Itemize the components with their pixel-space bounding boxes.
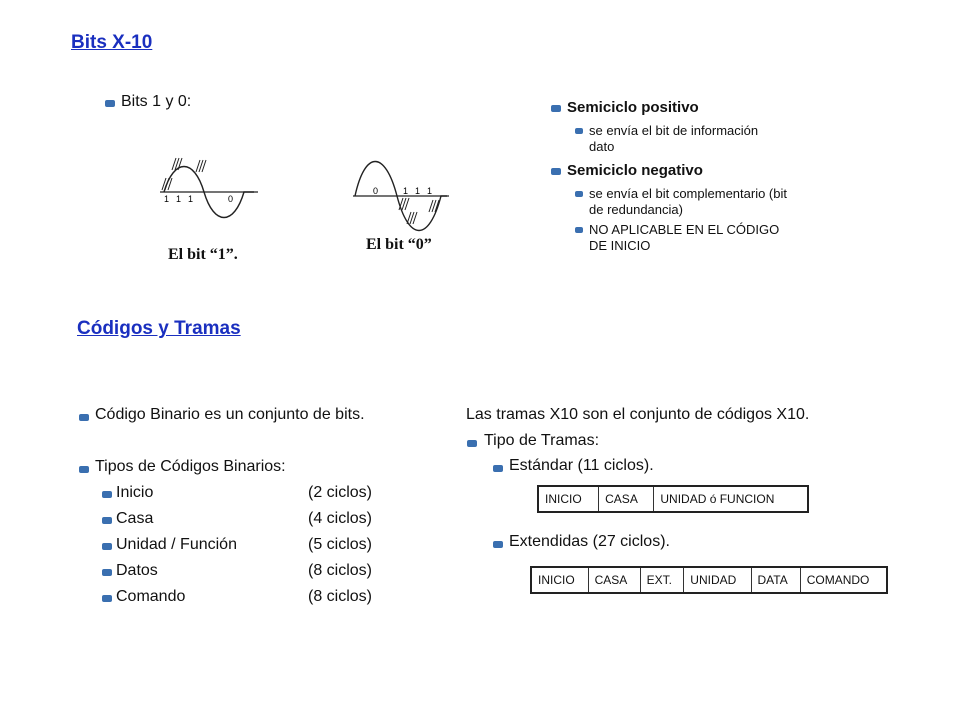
sub-bullet-icon (575, 128, 583, 134)
pulse-hatch (162, 158, 206, 190)
frame-cell: INICIO (538, 486, 599, 512)
negative-item-line: NO APLICABLE EN EL CÓDIGO (589, 222, 780, 237)
frame-cell: UNIDAD ó FUNCION (654, 486, 808, 512)
frame-cell: UNIDAD (684, 567, 751, 593)
code-type-cycles: (8 ciclos) (308, 562, 373, 579)
bullet-icon (551, 105, 561, 112)
wave-label: 0 (228, 194, 234, 204)
wave-label: 0 (373, 186, 379, 196)
code-type-name: Unidad / Función (116, 536, 237, 553)
binary-code-definition: Código Binario es un conjunto de bits. (95, 406, 365, 423)
frame-cell: INICIO (531, 567, 588, 593)
semiciclo-positivo-title: Semiciclo positivo (567, 99, 699, 116)
standard-frame-table (537, 485, 809, 513)
bullet-icon (79, 414, 89, 421)
bullet-icon (551, 168, 561, 175)
sub-bullet-icon (102, 595, 112, 602)
wave-label: 1 (403, 186, 409, 196)
code-type-cycles: (8 ciclos) (308, 588, 373, 605)
sub-bullet-icon (493, 541, 503, 548)
code-type-name: Comando (116, 588, 186, 605)
semiciclo-negativo-title: Semiciclo negativo (567, 162, 703, 179)
frame-cell: DATA (751, 567, 800, 593)
extended-frame-table (530, 566, 888, 594)
negative-item-line: DE INICIO (589, 238, 651, 253)
sub-bullet-icon (493, 465, 503, 472)
code-type-name: Datos (116, 562, 158, 579)
bit-one-wave-diagram (150, 150, 270, 220)
negative-item-line: se envía el bit complementario (bit (589, 186, 787, 201)
wave-label: 1 (164, 194, 170, 204)
positive-item-line: dato (589, 139, 615, 154)
sub-bullet-icon (102, 517, 112, 524)
wave-label: 1 (188, 194, 194, 204)
sub-bullet-icon (102, 491, 112, 498)
sub-bullet-icon (102, 569, 112, 576)
extended-frame-label: Extendidas (27 ciclos). (509, 533, 670, 550)
code-type-name: Inicio (116, 484, 154, 501)
frame-cell: CASA (599, 486, 654, 512)
frame-cell: COMANDO (800, 567, 887, 593)
positive-item-line: se envía el bit de información (589, 123, 759, 138)
bit-zero-wave-diagram (345, 150, 455, 235)
pulse-hatch (399, 198, 439, 224)
code-type-cycles: (4 ciclos) (308, 510, 373, 527)
section-title-codigos-tramas: Códigos y Tramas (77, 318, 241, 339)
section-title-bits-x10: Bits X-10 (71, 32, 153, 53)
wave-label: 1 (415, 186, 421, 196)
sub-bullet-icon (575, 227, 583, 233)
frames-intro: Las tramas X10 son el conjunto de códigos X10. (466, 406, 810, 423)
bullet-icon (79, 466, 89, 473)
code-type-name: Casa (116, 510, 154, 527)
bullet-icon (467, 440, 477, 447)
sub-bullet-icon (575, 191, 583, 197)
wave-label: 1 (427, 186, 433, 196)
frame-cell: EXT. (640, 567, 684, 593)
standard-frame-label: Estándar (11 ciclos). (509, 457, 654, 474)
code-type-cycles: (2 ciclos) (308, 484, 373, 501)
bits-label: Bits 1 y 0: (121, 93, 192, 110)
types-title: Tipos de Códigos Binarios: (95, 458, 286, 475)
frame-types-title: Tipo de Tramas: (484, 432, 600, 449)
code-type-cycles: (5 ciclos) (308, 536, 373, 553)
bullet-icon (105, 100, 115, 107)
sub-bullet-icon (102, 543, 112, 550)
bit-one-caption: El bit “1”. (168, 246, 238, 263)
negative-item-line: de redundancia) (589, 202, 683, 217)
bit-zero-caption: El bit “0” (366, 236, 432, 253)
wave-label: 1 (176, 194, 182, 204)
frame-cell: CASA (588, 567, 640, 593)
